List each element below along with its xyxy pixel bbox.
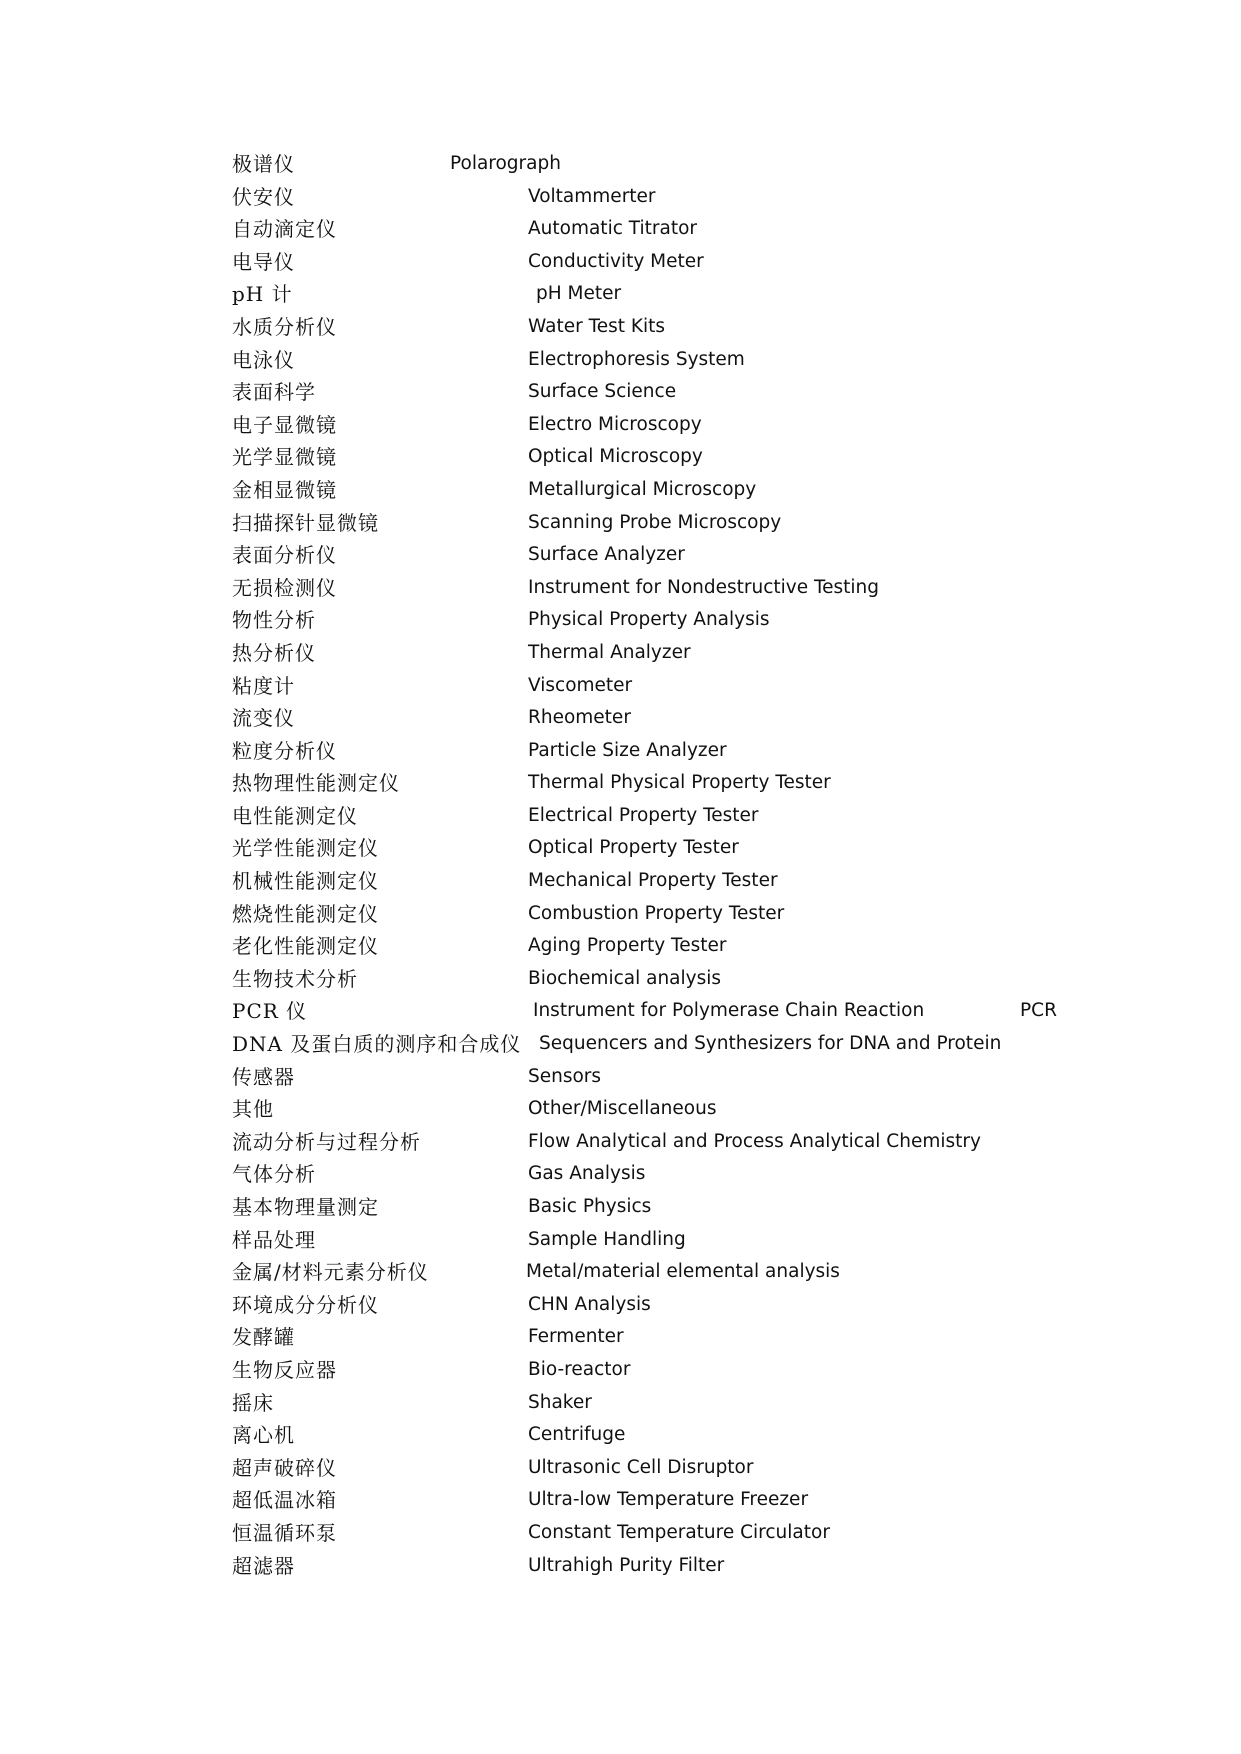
list-item: [232, 735, 1192, 768]
english-term: Mechanical Property Tester: [528, 870, 778, 892]
english-term: Electrophoresis System: [528, 348, 745, 370]
english-term: Other/Miscellaneous: [528, 1098, 717, 1120]
list-item: [232, 1224, 1192, 1257]
english-term: Conductivity Meter: [528, 250, 704, 272]
english-term: Biochemical analysis: [528, 967, 722, 989]
chinese-term: 燃烧性能测定仪: [232, 901, 379, 926]
list-item: [232, 181, 1192, 214]
chinese-term: 样品处理: [232, 1227, 316, 1252]
chinese-term: 光学显微镜: [232, 445, 337, 470]
list-item: [232, 278, 1192, 311]
chinese-term: 电导仪: [232, 249, 295, 274]
list-item: [232, 1452, 1192, 1485]
english-term: Sensors: [528, 1065, 602, 1087]
english-term: Water Test Kits: [528, 315, 666, 337]
chinese-term: 气体分析: [232, 1162, 316, 1187]
english-term: Instrument for Polymerase Chain Reaction: [533, 1000, 925, 1022]
chinese-term: 电子显微镜: [232, 412, 337, 437]
english-term: Optical Property Tester: [528, 837, 739, 859]
list-item: [232, 1061, 1192, 1094]
list-item: [232, 213, 1192, 246]
list-item: [232, 311, 1192, 344]
abbreviation: PCR: [1020, 1000, 1057, 1022]
chinese-term: 传感器: [232, 1064, 295, 1089]
english-term: Centrifuge: [528, 1424, 626, 1446]
list-item: [232, 474, 1192, 507]
chinese-term: 金属/材料元素分析仪: [232, 1260, 429, 1285]
chinese-term: 发酵罐: [232, 1325, 295, 1350]
english-term: Combustion Property Tester: [528, 902, 785, 924]
list-item: [232, 865, 1192, 898]
english-term: Instrument for Nondestructive Testing: [528, 576, 880, 598]
english-term: Surface Analyzer: [528, 544, 685, 566]
english-term: Metallurgical Microscopy: [528, 478, 757, 500]
chinese-term: DNA 及蛋白质的测序和合成仪: [232, 1032, 522, 1057]
english-term: Sequencers and Synthesizers for DNA and Protein: [539, 1033, 1002, 1055]
list-item: [232, 539, 1192, 572]
list-item: [232, 344, 1192, 377]
english-term: Ultra-low Temperature Freezer: [528, 1489, 809, 1511]
english-term: Ultrasonic Cell Disruptor: [528, 1456, 754, 1478]
chinese-term: 其他: [232, 1097, 274, 1122]
chinese-term: 流动分析与过程分析: [232, 1129, 421, 1154]
chinese-term: 热物理性能测定仪: [232, 771, 400, 796]
english-term: CHN Analysis: [528, 1293, 651, 1315]
list-item: [232, 1093, 1192, 1126]
english-term: Automatic Titrator: [528, 218, 698, 240]
list-item: [232, 930, 1192, 963]
list-item: [232, 1256, 1192, 1289]
chinese-term: 生物反应器: [232, 1357, 337, 1382]
english-term: Particle Size Analyzer: [528, 739, 727, 761]
english-term: Thermal Physical Property Tester: [528, 772, 831, 794]
english-term: Scanning Probe Microscopy: [528, 511, 782, 533]
english-term: Electro Microscopy: [528, 413, 702, 435]
english-term: Ultrahigh Purity Filter: [528, 1554, 725, 1576]
english-term: Surface Science: [528, 381, 677, 403]
list-item: [232, 702, 1192, 735]
list-item: [232, 800, 1192, 833]
list-item: [232, 148, 1192, 181]
chinese-term: 机械性能测定仪: [232, 869, 379, 894]
chinese-term: 自动滴定仪: [232, 217, 337, 242]
list-item: [232, 1126, 1192, 1159]
list-item: [232, 995, 1192, 1028]
english-term: Basic Physics: [528, 1196, 652, 1217]
english-term: Voltammerter: [528, 185, 656, 207]
chinese-term: 扫描探针显微镜: [232, 510, 379, 535]
list-item: [232, 670, 1192, 703]
chinese-term: 物性分析: [232, 608, 316, 633]
english-term: Aging Property Tester: [528, 935, 727, 957]
chinese-term: 伏安仪: [232, 184, 295, 209]
list-item: [232, 1550, 1192, 1583]
english-term: Viscometer: [528, 674, 633, 696]
english-term: Shaker: [528, 1391, 592, 1413]
instrument-glossary-list: [232, 148, 1192, 1582]
list-item: [232, 376, 1192, 409]
list-item: [232, 441, 1192, 474]
chinese-term: 恒温循环泵: [232, 1520, 337, 1545]
english-term: Rheometer: [528, 707, 631, 729]
list-item: [232, 1419, 1192, 1452]
list-item: [232, 832, 1192, 865]
list-item: [232, 1517, 1192, 1550]
chinese-term: 离心机: [232, 1423, 295, 1448]
chinese-term: 超声破碎仪: [232, 1455, 337, 1480]
list-item: [232, 1321, 1192, 1354]
chinese-term: 热分析仪: [232, 640, 316, 665]
english-term: Gas Analysis: [528, 1163, 646, 1185]
chinese-term: 摇床: [232, 1390, 274, 1415]
english-term: Metal/material elemental analysis: [526, 1261, 840, 1283]
chinese-term: 流变仪: [232, 706, 295, 731]
chinese-term: PCR 仪: [232, 999, 308, 1024]
list-item: [232, 604, 1192, 637]
chinese-term: 水质分析仪: [232, 314, 337, 339]
chinese-term: 表面分析仪: [232, 543, 337, 568]
list-item: [232, 637, 1192, 670]
chinese-term: 超滤器: [232, 1553, 295, 1578]
english-term: Thermal Analyzer: [528, 641, 691, 663]
list-item: [232, 572, 1192, 605]
list-item: [232, 1354, 1192, 1387]
list-item: [232, 1387, 1192, 1420]
list-item: [232, 246, 1192, 279]
chinese-term: 生物技术分析: [232, 966, 358, 991]
chinese-term: 表面科学: [232, 380, 316, 405]
list-item: [232, 767, 1192, 800]
chinese-term: 基本物理量测定: [232, 1195, 379, 1219]
list-item: [232, 963, 1192, 996]
chinese-term: 电泳仪: [232, 347, 295, 372]
list-item: [232, 1484, 1192, 1517]
english-term: Sample Handling: [528, 1228, 686, 1250]
chinese-term: 环境成分分析仪: [232, 1292, 379, 1317]
chinese-term: 粘度计: [232, 673, 295, 698]
chinese-term: pH 计: [232, 282, 293, 307]
chinese-term: 光学性能测定仪: [232, 836, 379, 861]
chinese-term: 金相显微镜: [232, 477, 337, 502]
list-item: [232, 1289, 1192, 1322]
english-term: Polarograph: [450, 153, 561, 174]
chinese-term: 粒度分析仪: [232, 738, 337, 763]
english-term: Fermenter: [528, 1326, 624, 1348]
english-term: Electrical Property Tester: [528, 804, 759, 826]
list-item: [232, 898, 1192, 931]
list-item: [232, 1028, 1192, 1061]
english-term: Flow Analytical and Process Analytical Chemistry: [528, 1130, 981, 1152]
chinese-term: 老化性能测定仪: [232, 934, 379, 959]
list-item: [232, 1191, 1192, 1224]
list-item: [232, 1158, 1192, 1191]
english-term: Physical Property Analysis: [528, 609, 770, 631]
english-term: Optical Microscopy: [528, 446, 703, 468]
chinese-term: 超低温冰箱: [232, 1488, 337, 1513]
english-term: Bio-reactor: [528, 1358, 631, 1380]
chinese-term: 电性能测定仪: [232, 803, 358, 828]
english-term: pH Meter: [536, 283, 622, 305]
chinese-term: 无损检测仪: [232, 575, 337, 600]
list-item: [232, 507, 1192, 540]
chinese-term: 极谱仪: [232, 152, 295, 176]
english-term: Constant Temperature Circulator: [528, 1521, 830, 1543]
list-item: [232, 409, 1192, 442]
